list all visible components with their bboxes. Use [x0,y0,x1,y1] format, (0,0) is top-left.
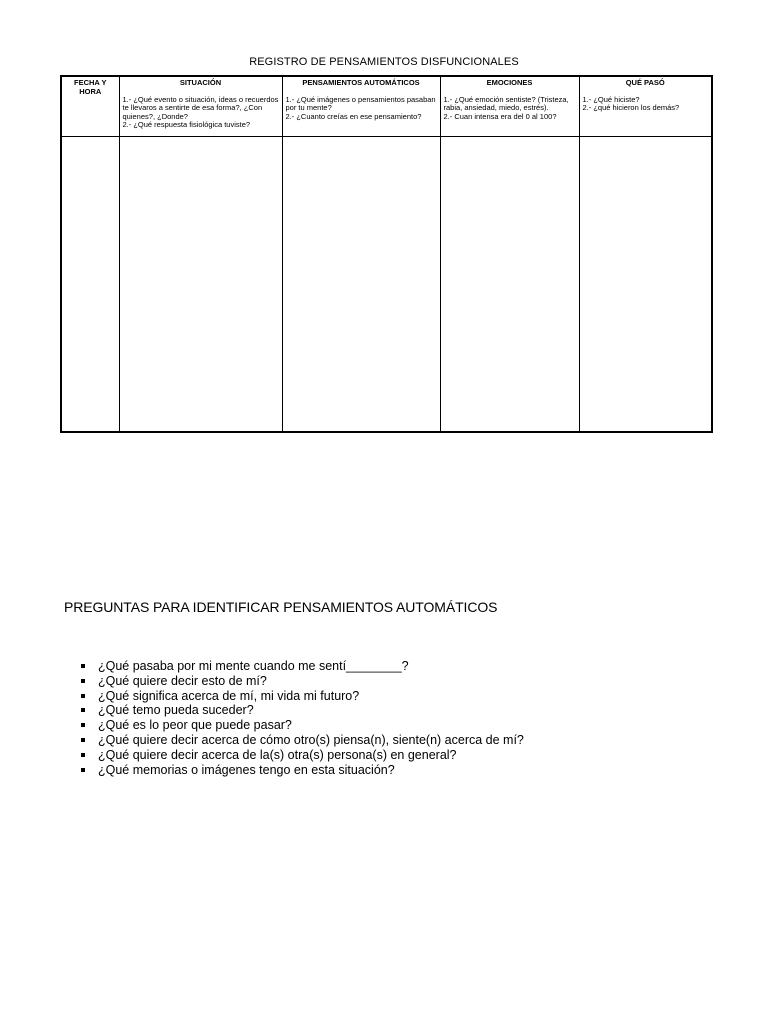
square-bullet-icon [81,768,85,772]
column-header-date-time [61,76,119,137]
column-prompts: 1.- ¿Qué emoción sentiste? (Tristeza, rabia, ansiedad, miedo, estrés). 2.- Cuan intensa era del 0 al 100? [443,94,569,121]
entry-cell-emotions[interactable] [440,137,579,433]
list-item [80,674,524,689]
column-prompts: 1.- ¿Qué evento o situación, ideas o recuerdos te llevaros a sentirte de esa forma?, ¿Con quienes?, ¿Donde? 2.- ¿Qué respuesta fisiológica tuviste? [122,94,279,129]
thought-record-table [60,75,713,433]
list-item [80,659,524,674]
column-header-situation [119,76,282,137]
list-item [80,718,524,733]
square-bullet-icon [81,738,85,742]
question-text: ¿Qué significa acerca de mí, mi vida mi futuro? [98,688,360,703]
square-bullet-icon [81,753,85,757]
list-item [80,703,524,718]
column-prompts: 1.- ¿Qué hiciste? 2.- ¿qué hicieron los demás? [582,94,680,112]
column-header-automatic-thoughts [282,76,440,137]
list-item [80,763,524,778]
list-item [80,689,524,704]
entry-cell-situation[interactable] [119,137,282,433]
list-item [80,748,524,763]
question-text: ¿Qué es lo peor que puede pasar? [98,718,292,733]
question-text: ¿Qué temo pueda suceder? [98,703,254,718]
question-text: ¿Qué pasaba por mi mente cuando me sentí________? [98,659,409,673]
column-title: QUÉ PASÓ [625,78,665,87]
questions-list [80,659,524,777]
list-item [80,733,524,748]
question-text: ¿Qué quiere decir esto de mí? [98,673,267,688]
column-title: FECHA Y HORA [73,78,107,96]
column-title: PENSAMIENTOS AUTOMÁTICOS [302,78,420,87]
entry-cell-date-time[interactable] [61,137,119,433]
entry-cell-automatic-thoughts[interactable] [282,137,440,433]
column-header-emotions [440,76,579,137]
square-bullet-icon [81,664,85,668]
square-bullet-icon [81,679,85,683]
question-text: ¿Qué memorias o imágenes tengo en esta situación? [98,762,395,777]
column-title: EMOCIONES [486,78,533,87]
column-title: SITUACIÓN [179,78,222,87]
entry-cell-what-happened[interactable] [579,137,712,433]
question-text: ¿Qué quiere decir acerca de la(s) otra(s) persona(s) en general? [98,747,457,762]
square-bullet-icon [81,708,85,712]
square-bullet-icon [81,694,85,698]
questions-section-title: PREGUNTAS PARA IDENTIFICAR PENSAMIENTOS AUTOMÁTICOS [64,599,498,615]
column-header-what-happened [579,76,712,137]
table-header-row [61,76,712,137]
document-title: REGISTRO DE PENSAMIENTOS DISFUNCIONALES [249,56,519,68]
square-bullet-icon [81,723,85,727]
table-entry-row [61,137,712,433]
question-text: ¿Qué quiere decir acerca de cómo otro(s) piensa(n), siente(n) acerca de mí? [98,732,524,747]
column-prompts: 1.- ¿Qué imágenes o pensamientos pasaban por tu mente? 2.- ¿Cuanto creías en ese pensamiento? [285,94,436,121]
